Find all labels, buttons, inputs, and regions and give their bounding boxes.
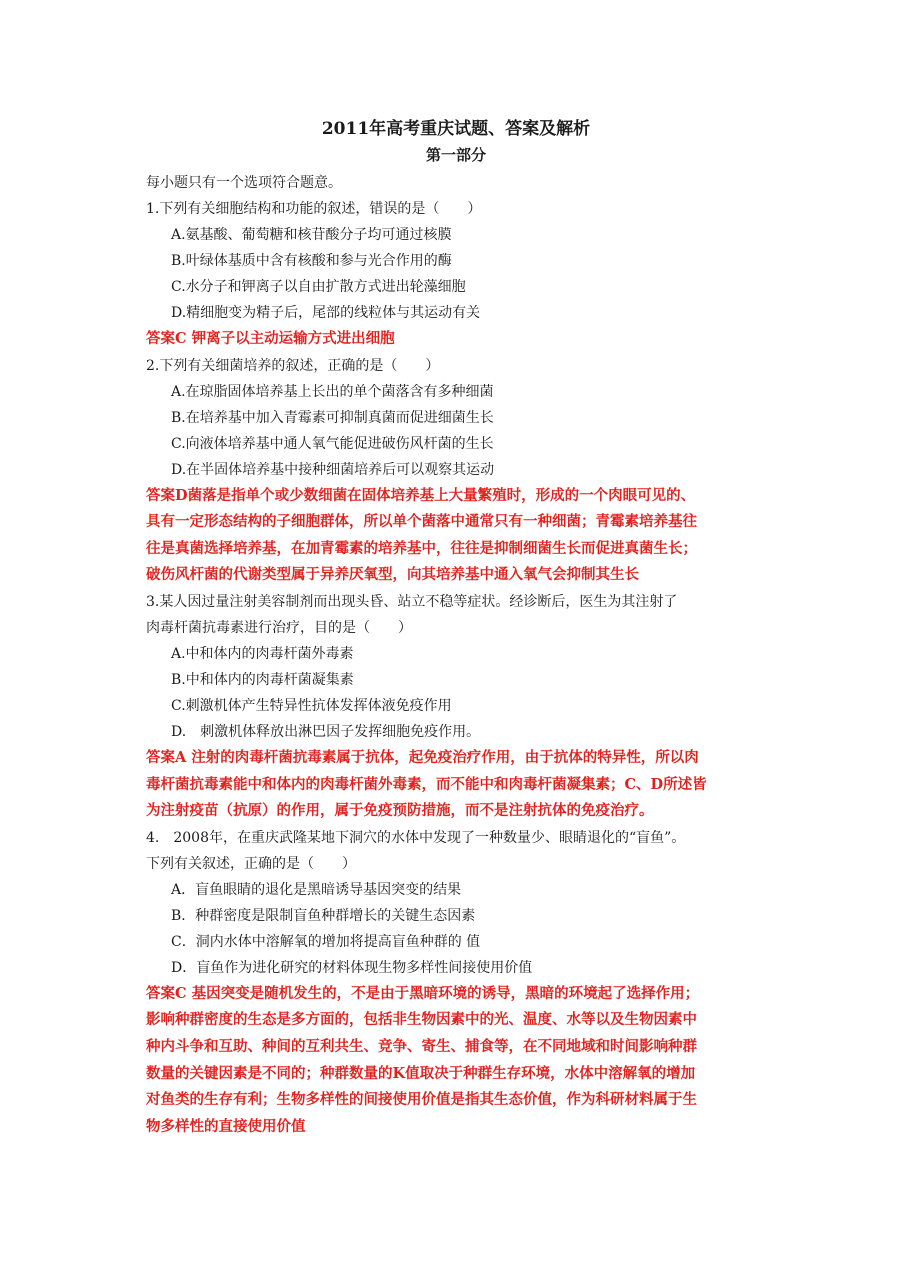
question-stem-line: 肉毒杆菌抗毒素进行治疗，目的是（ ） [146,619,412,636]
option-a: A.氨基酸、葡萄糖和核苷酸分子均可通过核膜 [171,227,452,243]
answer-line: 破伤风杆菌的代谢类型属于异养厌氧型，向其培养基中通入氧气会抑制其生长 [146,566,639,584]
question-3 [146,589,766,825]
option-d: D. 刺激机体释放出淋巴因子发挥细胞免疫作用。 [171,723,481,740]
answer-line: 物多样性的直接使用价值 [146,1117,306,1135]
option-c: C.水分子和钾离子以自由扩散方式进出轮藻细胞 [171,279,466,295]
answer-line: 答案D菌落是指单个或少数细菌在固体培养基上大量繁殖时，形成的一个肉眼可见的、 [146,486,696,504]
option-c: C.向液体培养基中通人氧气能促进破伤风杆菌的生长 [171,435,494,452]
answer-line: 影响种群密度的生态是多方面的，包括非生物因素中的光、温度、水等以及生物因素中 [146,1011,697,1029]
option-d: D.精细胞变为精子后，尾部的线粒体与其运动有关 [171,305,481,321]
answer-line: 为注射疫苗（抗原）的作用，属于免疫预防措施，而不是注射抗体的免疫治疗。 [146,802,654,820]
question-4 [146,825,766,1141]
answer-line: 毒杆菌抗毒素能中和体内的肉毒杆菌外毒素，而不能中和肉毒杆菌凝集素；C、D所述皆 [146,775,707,793]
option-a: A.中和体内的肉毒杆菌外毒素 [171,645,354,662]
section-heading: 第一部分 [425,146,486,164]
option-b: B.叶绿体基质中含有核酸和参与光合作用的酶 [171,253,452,269]
option-b: B．种群密度是限制盲鱼种群增长的关键生态因素 [171,907,476,924]
answer-line: 往是真菌选择培养基，在加青霉素的培养基中，往往是抑制细菌生长而促进真菌生长； [146,539,697,557]
question-stem-line: 下列有关叙述，正确的是（ ） [146,855,356,872]
question-stem-line: 4. 2008年，在重庆武隆某地下洞穴的水体中发现了一种数量少、眼睛退化的“盲鱼”。 [146,829,686,846]
answer-line: 对鱼类的生存有利；生物多样性的间接使用价值是指其生态价值，作为科研材料属于生 [146,1091,697,1109]
answer-line: 答案A 注射的肉毒杆菌抗毒素属于抗体，起免疫治疗作用，由于抗体的特异性，所以肉 [146,748,699,766]
option-a: A．盲鱼眼睛的退化是黑暗诱导基因突变的结果 [171,881,462,898]
option-d: D.在半固体培养基中接种细菌培养后可以观察其运动 [171,461,495,478]
question-1 [146,196,766,353]
question-stem-line: 3.某人因过量注射美容制剂而出现头昏、站立不稳等症状。经诊断后，医生为其注射了 [146,593,678,610]
document-page [146,116,766,1140]
option-d: D．盲鱼作为进化研究的材料体现生物多样性间接使用价值 [171,959,533,976]
answer-line: 种内斗争和互助、种间的互利共生、竞争、寄生、捕食等，在不同地域和时间影响种群 [146,1037,697,1055]
answer-line: 答案C 基因突变是随机发生的，不是由于黑暗环境的诱导，黑暗的环境起了选择作用； [146,984,700,1002]
option-c: C.刺激机体产生特异性抗体发挥体液免疫作用 [171,697,452,714]
question-2 [146,353,766,589]
answer-line: 具有一定形态结构的子细胞群体，所以单个菌落中通常只有一种细菌；青霉素培养基往 [146,513,697,531]
instruction-text: 每小题只有一个选项符合题意。 [146,175,342,191]
option-c: C．洞内水体中溶解氧的增加将提高盲鱼种群的 值 [171,933,481,950]
answer-line: 数量的关键因素是不同的；种群数量的K值取决于种群生存环境，水体中溶解氧的增加 [146,1064,696,1082]
document-title: 2011年高考重庆试题、答案及解析 [321,119,591,139]
answer-line: 答案C 钾离子以主动运输方式进出细胞 [146,330,395,347]
option-b: B.中和体内的肉毒杆菌凝集素 [171,671,354,688]
question-stem-line: 2.下列有关细菌培养的叙述，正确的是（ ） [146,357,440,374]
option-b: B.在培养基中加入青霉素可抑制真菌而促进细菌生长 [171,409,494,426]
option-a: A.在琼脂固体培养基上长出的单个菌落含有多种细菌 [171,383,494,400]
question-stem-line: 1.下列有关细胞结构和功能的叙述，错误的是（ ） [146,201,482,217]
